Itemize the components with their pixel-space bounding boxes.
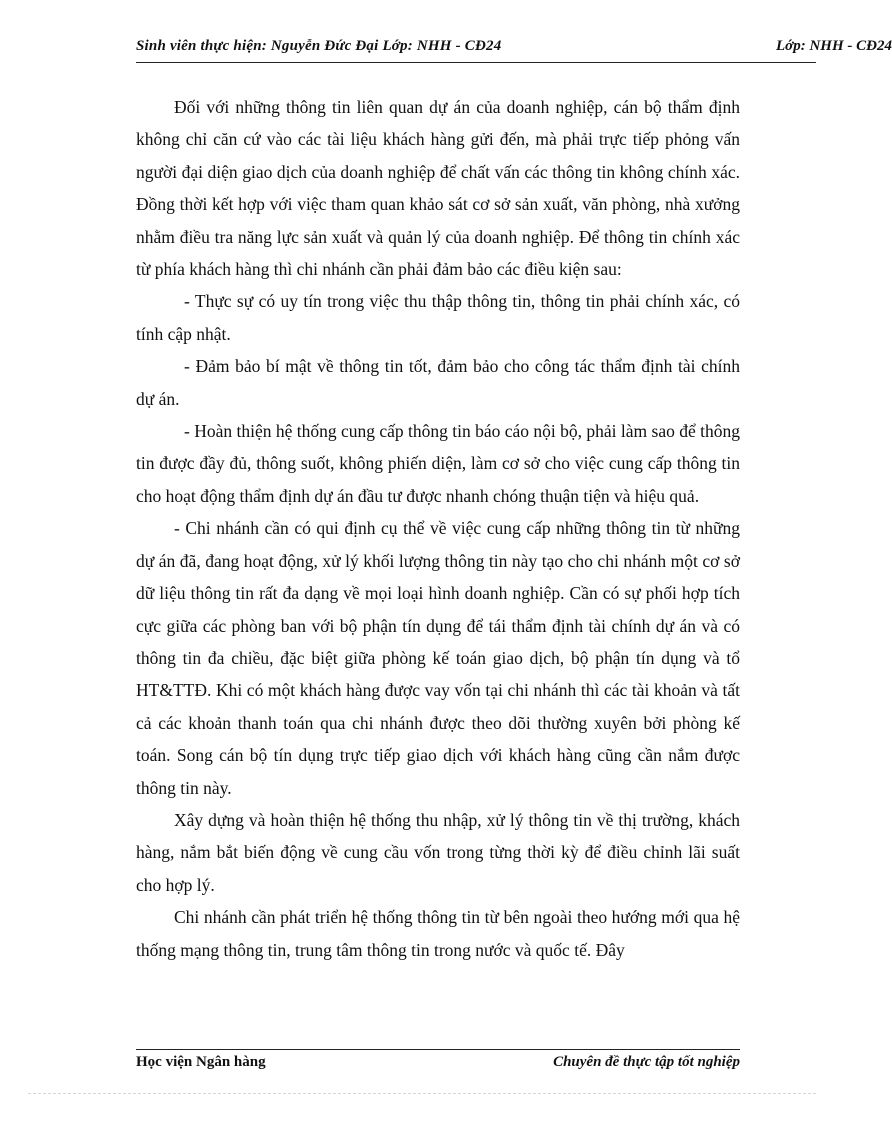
page-header bbox=[136, 36, 892, 63]
page-boundary-line bbox=[28, 1093, 816, 1094]
paragraph-4: - Hoàn thiện hệ thống cung cấp thông tin báo cáo nội bộ, phải làm sao để thông tin được đầy đủ, thông suốt, không phiến diện, làm cơ sở cho việc cung cấp thông tin cho hoạt động thẩm định dự án đầu tư được nhanh chóng thuận tiện và hiệu quả. bbox=[136, 421, 740, 506]
paragraph-6: Xây dựng và hoàn thiện hệ thống thu nhập, xử lý thông tin về thị trường, khách hàng, nắm bắt biến động về cung cầu vốn trong từng thời kỳ để điều chỉnh lãi suất cho hợp lý. bbox=[136, 809, 740, 895]
footer-report-title: Chuyên đề thực tập tốt nghiệp bbox=[553, 1054, 740, 1070]
paragraph-1: Đối với những thông tin liên quan dự án của doanh nghiệp, cán bộ thẩm định không chỉ căn cứ vào các tài liệu khách hàng gửi đến, mà phải trực tiếp phỏng vấn người đại diện giao dịch của doanh nghiệp để chất vấn các thông tin không chính xác. Đồng thời kết hợp với việc tham quan khảo sát cơ sở sản xuất, văn phòng, nhà xưởng nhằm điều tra năng lực sản xuất và quản lý của doanh nghiệp. Để thông tin chính xác từ phía khách hàng thì chi nhánh cần phải đảm bảo các điều kiện sau: bbox=[136, 97, 740, 280]
header-class-info: Lớp: NHH - CĐ24 bbox=[776, 38, 892, 54]
paragraph-3: - Đảm bảo bí mật về thông tin tốt, đảm bảo cho công tác thẩm định tài chính dự án. bbox=[136, 356, 740, 409]
header-student-info: Sinh viên thực hiện: Nguyễn Đức Đại Lớp: NHH - CĐ24 bbox=[136, 38, 502, 54]
document-body bbox=[136, 91, 740, 966]
paragraph-5: - Chi nhánh cần có qui định cụ thể về việc cung cấp những thông tin từ những dự án đã, đang hoạt động, xử lý khối lượng thông tin này tạo cho chi nhánh một cơ sở dữ liệu thông tin rất đa dạng về mọi loại hình doanh nghiệp. Cần có sự phối hợp tích cực giữa các phòng ban với bộ phận tín dụng để tái thẩm định tài chính dự án và có thông tin đa chiều, đặc biệt giữa phòng kế toán giao dịch, bộ phận tín dụng và tổ HT&TTĐ. Khi có một khách hàng được vay vốn tại chi nhánh thì các tài khoản và tất cả các khoản thanh toán qua chi nhánh được theo dõi thường xuyên bởi phòng kế toán. Song cán bộ tín dụng trực tiếp giao dịch với khách hàng cũng cần nắm được thông tin này. bbox=[136, 518, 740, 798]
paragraph-2: - Thực sự có uy tín trong việc thu thập thông tin, thông tin phải chính xác, có tính cập nhật. bbox=[136, 291, 740, 344]
footer-institution: Học viện Ngân hàng bbox=[136, 1054, 266, 1070]
page-footer bbox=[136, 1049, 740, 1076]
paragraph-7: Chi nhánh cần phát triển hệ thống thông tin từ bên ngoài theo hướng mới qua hệ thống mạng thông tin, trung tâm thông tin trong nước và quốc tế. Đây bbox=[136, 907, 740, 960]
